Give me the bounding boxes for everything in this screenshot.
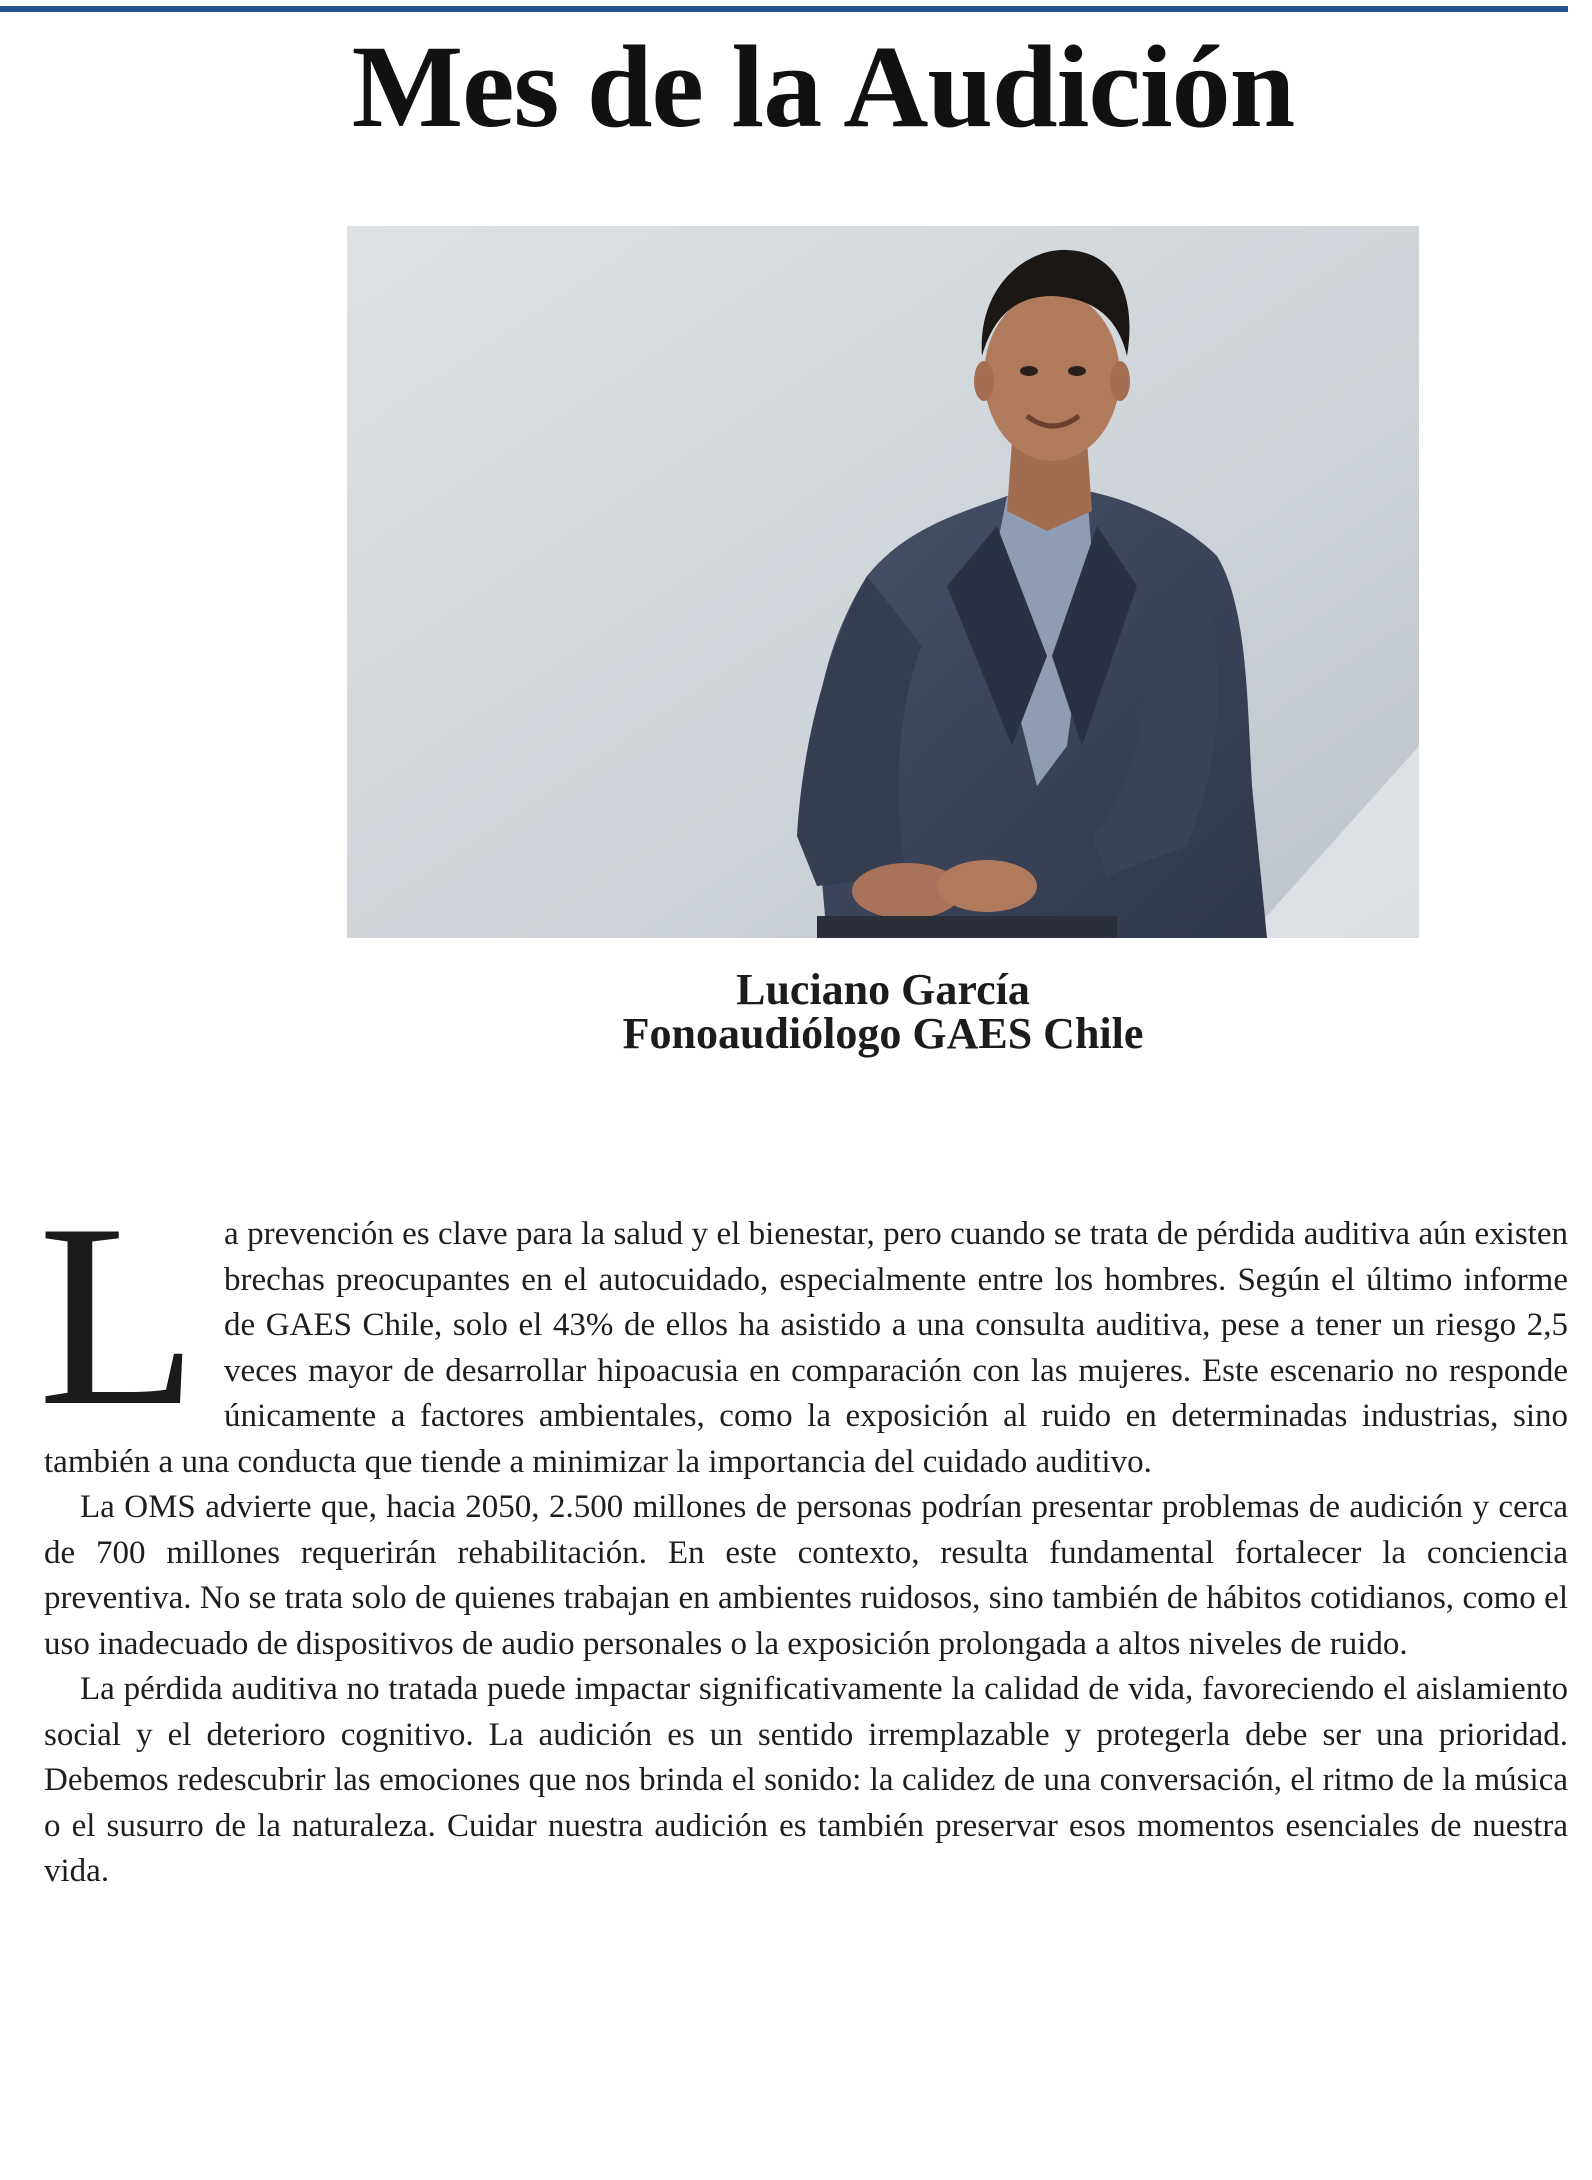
article-paragraph-3: La pérdida auditiva no tratada puede impactar significativamente la calidad de vida, favoreciendo el aislamiento social y el deterioro cognitivo. La audición es un sentido irremplazable y protegerla debe ser una prioridad. Debemos redescubrir las emociones que nos brinda el sonido: la calidez de una conversación, el ritmo de la música o el susurro de la naturaleza. Cuidar nuestra audición es también preservar esos momentos esenciales de nuestra vida.: [44, 1671, 1568, 1889]
author-photo: [347, 226, 1419, 938]
article-body: [38, 1170, 1568, 1895]
article-paragraph-1: [38, 1170, 1568, 1485]
article-paragraph-1-text: a prevención es clave para la salud y el bienestar, pero cuando se trata de pérdida auditiva aún existen brechas preocupantes en el autocuidado, especialmente entre los hombres. Según el último informe de GAES Chile, solo el 43% de ellos ha asistido a una consulta auditiva, pese a tener un riesgo 2,5 veces mayor de desarrollar hipoacusia en comparación con las mujeres. Este escenario no responde únicamente a factores ambientales, como la exposición al ruido en determinadas industrias, sino también a una conducta que tiende a minimizar la importancia del cuidado auditivo.: [44, 1216, 1568, 1480]
article-paragraph-2: La OMS advierte que, hacia 2050, 2.500 millones de personas podrían presentar problemas de audición y cerca de 700 millones requerirán rehabilitación. En este contexto, resulta fundamental fortalecer la conciencia preventiva. No se trata solo de quienes trabajan en ambientes ruidosos, sino también de hábitos cotidianos, como el uso inadecuado de dispositivos de audio personales o la exposición prolongada a altos niveles de ruido.: [44, 1489, 1568, 1662]
author-caption: [347, 965, 1419, 1058]
author-role: Fonoaudiólogo GAES Chile: [622, 1009, 1144, 1058]
page-title: Mes de la Audición: [351, 21, 1295, 152]
drop-cap: L: [38, 1170, 199, 1460]
portrait-illustration: [347, 226, 1419, 938]
author-name: Luciano García: [736, 965, 1030, 1014]
header-rule: [0, 6, 1568, 12]
